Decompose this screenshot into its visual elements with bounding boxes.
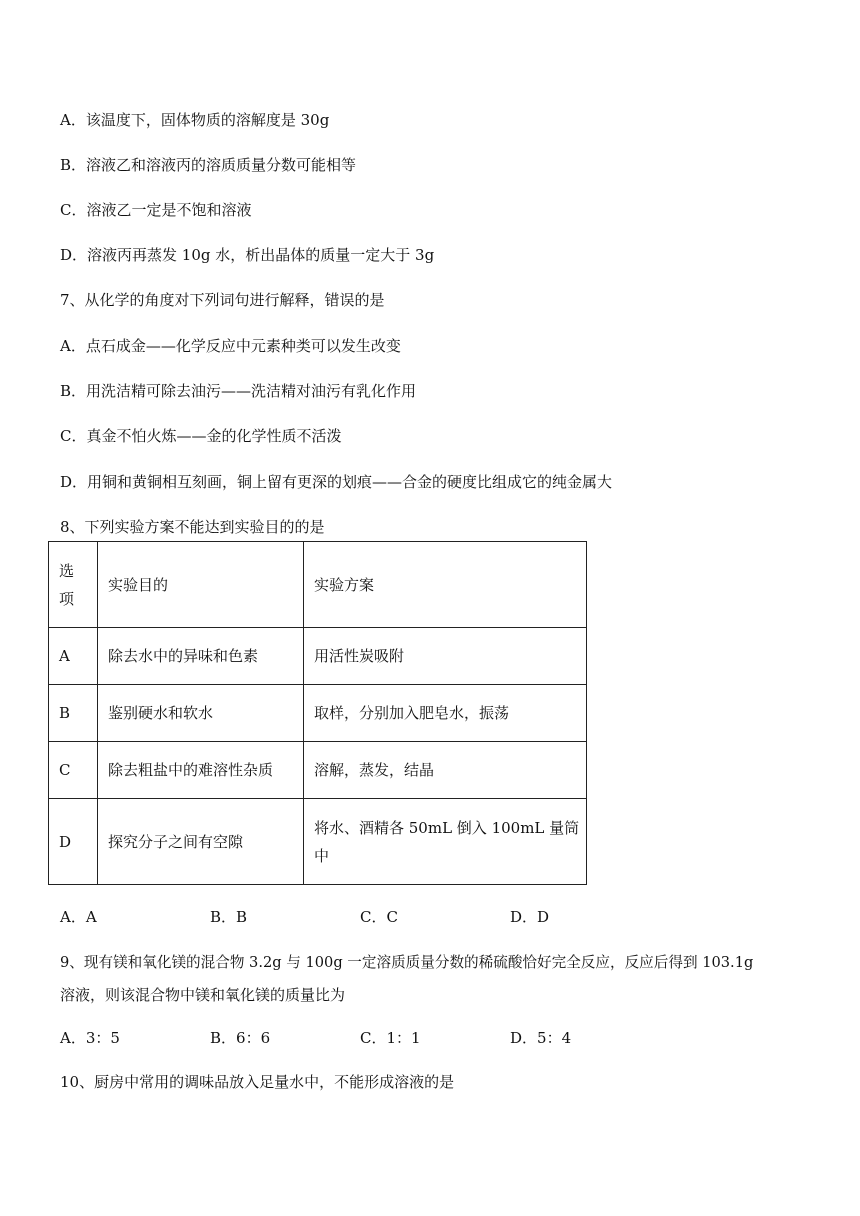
q9-stem: [60, 947, 820, 1011]
q9-option-a: A．3：5: [60, 1029, 120, 1047]
row-plan-cell: 取样，分别加入肥皂水，振荡: [304, 685, 587, 742]
row-plan-cell: 用活性炭吸附: [304, 628, 587, 685]
q8-options: [60, 907, 660, 927]
header-plan-cell: 实验方案: [304, 542, 587, 628]
q7-stem: 7、从化学的角度对下列词句进行解释，错误的是: [60, 291, 385, 309]
row-option-cell: D: [49, 799, 98, 885]
q8-option-a: A．A: [60, 908, 97, 926]
q9-option-b: B．6：6: [210, 1029, 271, 1047]
row-option-cell: C: [49, 742, 98, 799]
q9-options: [60, 1028, 660, 1048]
q9-stem-line2: 溶液，则该混合物中镁和氧化镁的质量比为: [60, 986, 346, 1004]
table-row: [49, 628, 587, 685]
row-goal-cell: 除去粗盐中的难溶性杂质: [98, 742, 304, 799]
table-header-row: [49, 542, 587, 628]
q7-option-b: B．用洗洁精可除去油污——洗洁精对油污有乳化作用: [60, 382, 417, 400]
header-option-cell: [49, 542, 98, 628]
q9-option-d: D．5：4: [510, 1029, 572, 1047]
header-goal-cell: 实验目的: [98, 542, 304, 628]
row-plan-line1: 将水、酒精各 50mL 倒入 100mL 量筒: [314, 818, 580, 837]
q6-option-b: B．溶液乙和溶液丙的溶质质量分数可能相等: [60, 156, 357, 174]
row-plan-cell: 溶解，蒸发，结晶: [304, 742, 587, 799]
row-option-cell: B: [49, 685, 98, 742]
q9-stem-line1: 9、现有镁和氧化镁的混合物 3.2g 与 100g 一定溶质质量分数的稀硫酸恰好完全反应，反应后得到 103.1g: [60, 954, 754, 971]
q8-option-c: C．C: [360, 908, 398, 926]
q8-option-d: D．D: [510, 908, 550, 926]
q8-option-b: B．B: [210, 908, 248, 926]
row-goal-cell: 探究分子之间有空隙: [98, 799, 304, 885]
row-goal-cell: 除去水中的异味和色素: [98, 628, 304, 685]
header-option-line2: 项: [59, 589, 75, 608]
table-row: [49, 742, 587, 799]
q10-stem: 10、厨房中常用的调味品放入足量水中，不能形成溶液的是: [60, 1073, 455, 1091]
q6-option-a: A．该温度下，固体物质的溶解度是 30g: [60, 111, 330, 129]
table-row: [49, 799, 587, 885]
row-plan-cell: [304, 799, 587, 885]
row-option-cell: A: [49, 628, 98, 685]
q7-option-d: D．用铜和黄铜相互刻画，铜上留有更深的划痕——合金的硬度比组成它的纯金属大: [60, 473, 613, 491]
q6-option-d: D．溶液丙再蒸发 10g 水，析出晶体的质量一定大于 3g: [60, 246, 435, 264]
q7-option-c: C．真金不怕火炼——金的化学性质不活泼: [60, 427, 342, 445]
q7-option-a: A．点石成金——化学反应中元素种类可以发生改变: [60, 337, 401, 355]
row-plan-line2: 中: [314, 846, 330, 865]
table-row: [49, 685, 587, 742]
row-goal-cell: 鉴别硬水和软水: [98, 685, 304, 742]
q9-option-c: C．1：1: [360, 1029, 421, 1047]
q8-table: [48, 541, 587, 885]
q8-stem: 8、下列实验方案不能达到实验目的的是: [60, 518, 325, 536]
q6-option-c: C．溶液乙一定是不饱和溶液: [60, 201, 252, 219]
header-option-line1: 选: [59, 561, 75, 580]
